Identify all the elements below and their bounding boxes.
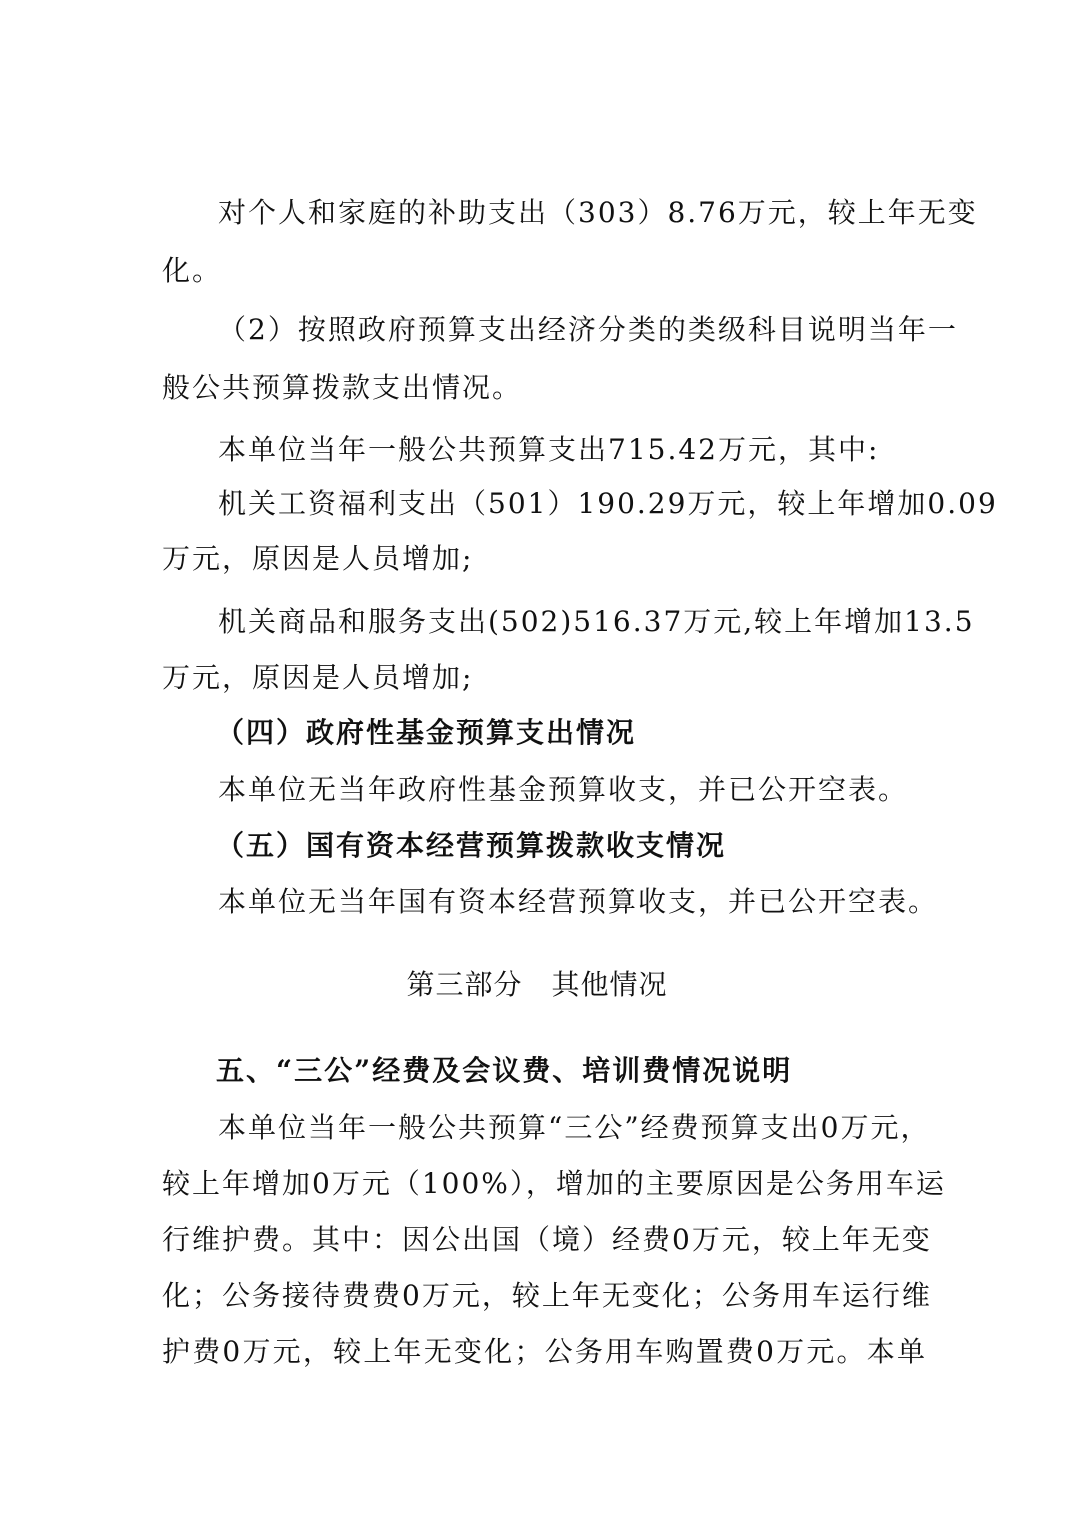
paragraph-budget-total: 本单位当年一般公共预算支出715.42万元，其中:	[218, 433, 880, 466]
paragraph-three-public-line4: 化；公务接待费费0万元，较上年无变化；公务用车运行维	[162, 1279, 932, 1312]
paragraph-wages-line2: 万元，原因是人员增加;	[162, 542, 474, 575]
paragraph-economic-class-line1: （2）按照政府预算支出经济分类的类级科目说明当年一	[218, 313, 958, 346]
paragraph-three-public-line1: 本单位当年一般公共预算“三公”经费预算支出0万元，	[218, 1111, 931, 1144]
paragraph-personal-subsidy-line1: 对个人和家庭的补助支出（303）8.76万元，较上年无变	[218, 196, 978, 229]
paragraph-three-public-line3: 行维护费。其中：因公出国（境）经费0万元，较上年无变	[162, 1223, 932, 1256]
paragraph-three-public-line5: 护费0万元，较上年无变化；公务用车购置费0万元。本单	[162, 1335, 927, 1368]
paragraph-personal-subsidy-line2: 化。	[162, 254, 223, 287]
paragraph-economic-class-line2: 般公共预算拨款支出情况。	[162, 371, 523, 404]
paragraph-goods-services-line2: 万元，原因是人员增加;	[162, 661, 474, 694]
paragraph-government-fund: 本单位无当年政府性基金预算收支，并已公开空表。	[218, 773, 909, 806]
paragraph-three-public-line2: 较上年增加0万元（100%），增加的主要原因是公务用车运	[162, 1167, 946, 1200]
part-three-title: 第三部分 其他情况	[406, 968, 668, 1001]
heading-government-fund: （四）政府性基金预算支出情况	[216, 716, 637, 749]
paragraph-goods-services-line1: 机关商品和服务支出(502)516.37万元,较上年增加13.5	[218, 605, 975, 638]
heading-state-capital: （五）国有资本经营预算拨款收支情况	[216, 829, 727, 862]
heading-three-public-expenses: 五、“三公”经费及会议费、培训费情况说明	[216, 1054, 793, 1087]
paragraph-state-capital: 本单位无当年国有资本经营预算收支，并已公开空表。	[218, 885, 939, 918]
paragraph-wages-line1: 机关工资福利支出（501）190.29万元，较上年增加0.09	[218, 487, 998, 520]
